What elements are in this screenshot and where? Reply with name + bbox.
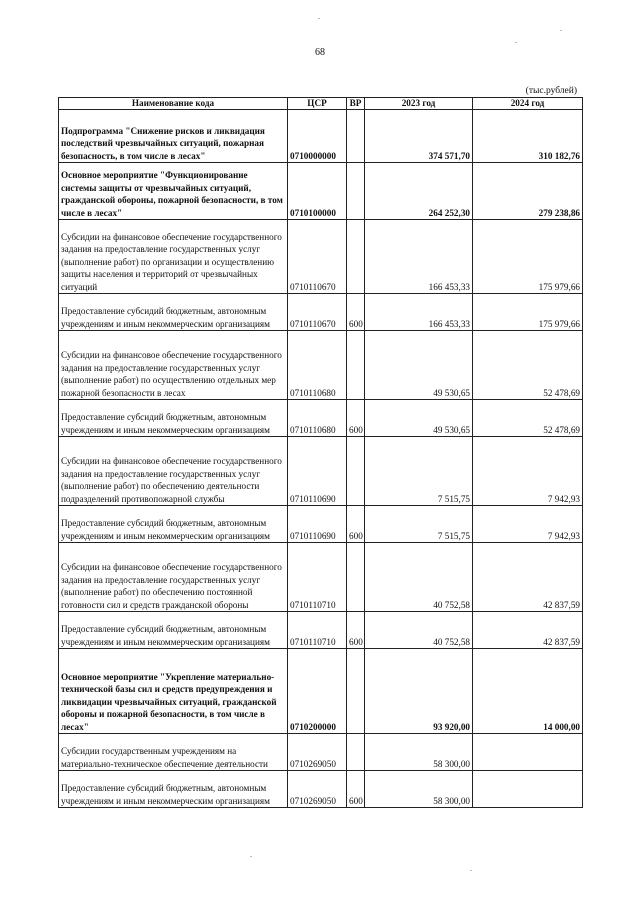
- header-csr: ЦСР: [288, 98, 347, 110]
- row-2023-cell: 166 453,33: [365, 294, 473, 331]
- row-name-cell: Предоставление субсидий бюджетным, автономным учреждениям и иным некоммерческим организациям: [59, 771, 288, 808]
- row-2024-cell: 14 000,00: [473, 649, 583, 734]
- scan-speck: [250, 856, 252, 857]
- row-name-cell: Основное мероприятие "Функционирование системы защиты от чрезвычайных ситуаций, гражданской обороны, пожарной безопасности, в том числе в лесах": [59, 163, 288, 220]
- row-vr-cell: 600: [347, 612, 365, 649]
- row-csr-cell: 0710110710: [288, 612, 347, 649]
- row-vr-cell: [347, 220, 365, 294]
- row-2024-cell: 310 182,76: [473, 110, 583, 163]
- row-csr-cell: 0710100000: [288, 163, 347, 220]
- row-2023-cell: 40 752,58: [365, 612, 473, 649]
- row-2023-cell: 49 530,65: [365, 400, 473, 437]
- row-csr-cell: 0710200000: [288, 649, 347, 734]
- row-2024-cell: 42 837,59: [473, 543, 583, 612]
- row-2023-cell: 7 515,75: [365, 437, 473, 506]
- row-2024-cell: [473, 771, 583, 808]
- row-2024-cell: 52 478,69: [473, 400, 583, 437]
- row-2024-cell: 7 942,93: [473, 437, 583, 506]
- row-2023-cell: 264 252,30: [365, 163, 473, 220]
- scan-speck: [470, 870, 472, 871]
- row-vr-cell: [347, 331, 365, 400]
- table-row: [59, 612, 583, 649]
- row-csr-cell: 0710110710: [288, 543, 347, 612]
- row-2024-cell: 52 478,69: [473, 331, 583, 400]
- row-2023-cell: 49 530,65: [365, 331, 473, 400]
- row-2024-cell: 7 942,93: [473, 506, 583, 543]
- row-csr-cell: 0710269050: [288, 734, 347, 771]
- row-name-cell: Подпрограмма "Снижение рисков и ликвидация последствий чрезвычайных ситуаций, пожарная безопасность, в том числе в лесах": [59, 110, 288, 163]
- row-vr-cell: [347, 437, 365, 506]
- row-name-cell: Субсидии на финансовое обеспечение государственного задания на предоставление государственных услуг (выполнение работ) по обеспечению постоянной готовности сил и средств гражданской обороны: [59, 543, 288, 612]
- row-csr-cell: 0710110690: [288, 437, 347, 506]
- row-vr-cell: [347, 110, 365, 163]
- row-2024-cell: 279 238,86: [473, 163, 583, 220]
- header-year-2024: 2024 год: [473, 98, 583, 110]
- table-row: [59, 220, 583, 294]
- header-vr: ВР: [347, 98, 365, 110]
- row-2023-cell: 58 300,00: [365, 734, 473, 771]
- scan-speck: [318, 18, 320, 19]
- row-2023-cell: 166 453,33: [365, 220, 473, 294]
- table-row: [59, 543, 583, 612]
- row-csr-cell: 0710110670: [288, 220, 347, 294]
- units-label: (тыс.рублей): [525, 86, 577, 96]
- row-name-cell: Субсидии государственным учреждениям на материально-техническое обеспечение деятельности: [59, 734, 288, 771]
- row-csr-cell: 0710000000: [288, 110, 347, 163]
- table-row: [59, 506, 583, 543]
- row-vr-cell: [347, 649, 365, 734]
- row-vr-cell: 600: [347, 506, 365, 543]
- table-row: [59, 400, 583, 437]
- table-row: [59, 294, 583, 331]
- row-csr-cell: 0710110690: [288, 506, 347, 543]
- row-name-cell: Субсидии на финансовое обеспечение государственного задания на предоставление государственных услуг (выполнение работ) по обеспечению деятельности подразделений противопожарной службы: [59, 437, 288, 506]
- table-row: [59, 437, 583, 506]
- header-year-2023: 2023 год: [365, 98, 473, 110]
- row-name-cell: Предоставление субсидий бюджетным, автономным учреждениям и иным некоммерческим организациям: [59, 294, 288, 331]
- row-2023-cell: 58 300,00: [365, 771, 473, 808]
- table-row: [59, 734, 583, 771]
- row-name-cell: Субсидии на финансовое обеспечение государственного задания на предоставление государственных услуг (выполнение работ) по осуществлению отдельных мер пожарной безопасности в лесах: [59, 331, 288, 400]
- header-name: Наименование кода: [59, 98, 288, 110]
- page-number: 68: [315, 47, 325, 58]
- row-2024-cell: 42 837,59: [473, 612, 583, 649]
- row-name-cell: Предоставление субсидий бюджетным, автономным учреждениям и иным некоммерческим организациям: [59, 612, 288, 649]
- row-vr-cell: [347, 543, 365, 612]
- row-2023-cell: 374 571,70: [365, 110, 473, 163]
- row-name-cell: Предоставление субсидий бюджетным, автономным учреждениям и иным некоммерческим организациям: [59, 400, 288, 437]
- table-row: [59, 110, 583, 163]
- row-csr-cell: 0710269050: [288, 771, 347, 808]
- table-row: [59, 771, 583, 808]
- row-2024-cell: [473, 734, 583, 771]
- row-vr-cell: 600: [347, 294, 365, 331]
- row-name-cell: Предоставление субсидий бюджетным, автономным учреждениям и иным некоммерческим организациям: [59, 506, 288, 543]
- scan-speck: [560, 30, 562, 31]
- row-vr-cell: [347, 734, 365, 771]
- table-row: [59, 331, 583, 400]
- row-csr-cell: 0710110670: [288, 294, 347, 331]
- row-csr-cell: 0710110680: [288, 331, 347, 400]
- row-name-cell: Основное мероприятие "Укрепление материально-технической базы сил и средств предупреждения и ликвидации чрезвычайных ситуаций, гражданской обороны и пожарной безопасности, в том числе в лесах": [59, 649, 288, 734]
- row-2023-cell: 93 920,00: [365, 649, 473, 734]
- scan-speck: [515, 42, 517, 43]
- table-header-row: [59, 98, 583, 110]
- row-2024-cell: 175 979,66: [473, 220, 583, 294]
- row-2023-cell: 7 515,75: [365, 506, 473, 543]
- row-csr-cell: 0710110680: [288, 400, 347, 437]
- table-row: [59, 649, 583, 734]
- row-vr-cell: [347, 163, 365, 220]
- row-name-cell: Субсидии на финансовое обеспечение государственного задания на предоставление государственных услуг (выполнение работ) по организации и осуществлению защиты населения и территорий от чрезвычайных ситуаций: [59, 220, 288, 294]
- row-vr-cell: 600: [347, 400, 365, 437]
- row-2023-cell: 40 752,58: [365, 543, 473, 612]
- table-row: [59, 163, 583, 220]
- row-2024-cell: 175 979,66: [473, 294, 583, 331]
- budget-table: [58, 97, 583, 808]
- row-vr-cell: 600: [347, 771, 365, 808]
